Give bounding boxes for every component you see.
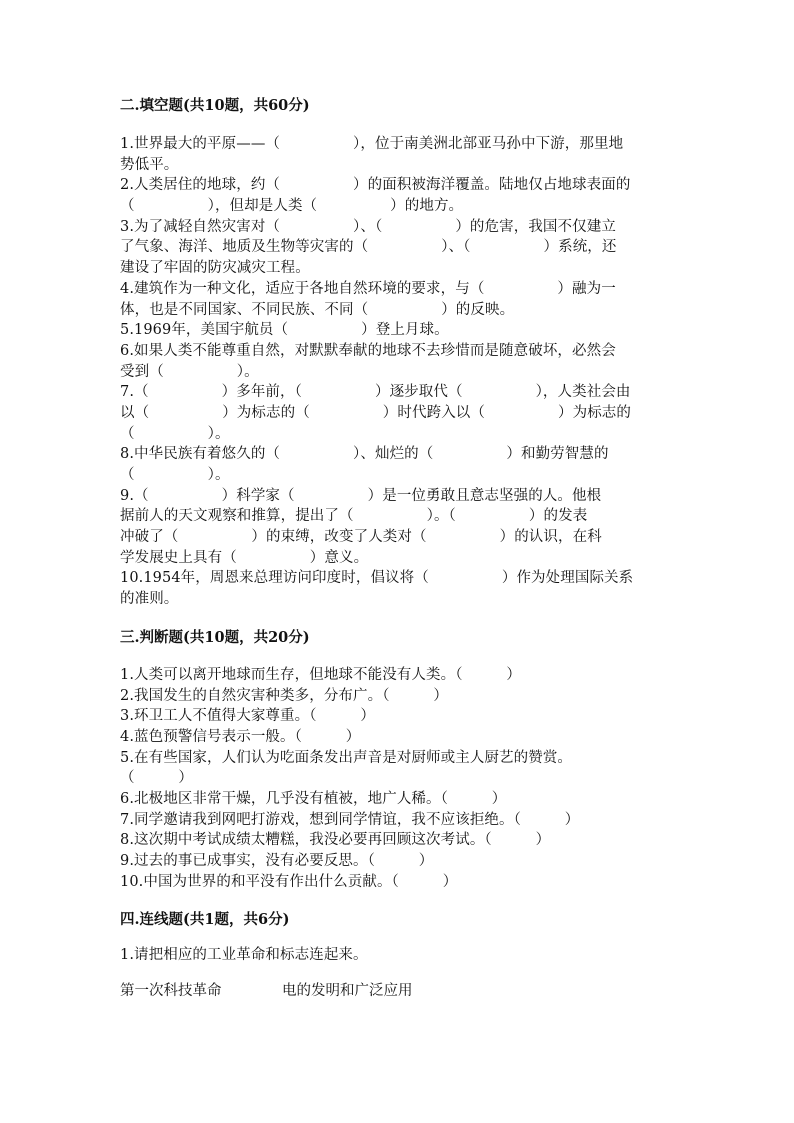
fill-blank-line: 建设了牢固的防灾减灾工程。 bbox=[120, 260, 310, 277]
matching-question: 1.请把相应的工业革命和标志连起来。 bbox=[120, 947, 368, 964]
fill-blank-line: 5.1969年，美国宇航员（ ）登上月球。 bbox=[120, 322, 449, 339]
section-heading-fill-blank: 二.填空题(共10题，共60分) bbox=[120, 97, 310, 114]
fill-blank-line: 7.（ ）多年前，（ ）逐步取代（ ），人类社会由 bbox=[120, 384, 631, 401]
true-false-line: 1.人类可以离开地球而生存，但地球不能没有人类。（ ） bbox=[120, 666, 521, 683]
fill-blank-line: （ ）。 bbox=[120, 467, 230, 483]
true-false-line: 10.中国为世界的和平没有作出什么贡献。（ ） bbox=[120, 873, 458, 890]
fill-blank-line: 8.中华民族有着悠久的（ ）、灿烂的（ ）和勤劳智慧的 bbox=[120, 446, 609, 463]
fill-blank-line: 受到（ ）。 bbox=[120, 363, 259, 380]
fill-blank-line: 4.建筑作为一种文化，适应于各地自然环境的要求，与（ ）融为一 bbox=[120, 280, 616, 297]
fill-blank-line: 据前人的天文观察和推算，提出了（ ）。（ ）的发表 bbox=[120, 508, 588, 525]
true-false-line: 2.我国发生的自然灾害种类多，分布广。（ ） bbox=[120, 687, 448, 704]
matching-right-item: 电的发明和广泛应用 bbox=[282, 983, 413, 1000]
section-heading-true-false: 三.判断题(共10题，共20分) bbox=[120, 628, 310, 646]
fill-blank-line: 学发展史上具有（ ）意义。 bbox=[120, 549, 369, 566]
true-false-line: 4.蓝色预警信号表示一般。（ ） bbox=[120, 728, 361, 745]
fill-blank-line: 6.如果人类不能尊重自然，对默默奉献的地球不去珍惜而是随意破坏，必然会 bbox=[120, 342, 616, 359]
fill-blank-line: 10.1954年，周恩来总理访问印度时，倡议将（ ）作为处理国际关系 bbox=[120, 570, 634, 587]
fill-blank-line: 3.为了减轻自然灾害对（ ）、（ ）的危害，我国不仅建立 bbox=[120, 218, 616, 235]
fill-blank-line: 9.（ ）科学家（ ）是一位勇敢且意志坚强的人。他根 bbox=[120, 487, 602, 504]
true-false-line: 9.过去的事已成事实，没有必要反思。（ ） bbox=[120, 853, 434, 869]
matching-left-item: 第一次科技革命 bbox=[120, 983, 222, 1000]
fill-blank-line: 2.人类居住的地球，约（ ）的面积被海洋覆盖。陆地仅占地球表面的 bbox=[120, 177, 631, 194]
fill-blank-line: 以（ ）为标志的（ ）时代跨入以（ ）为标志的 bbox=[120, 404, 631, 421]
fill-blank-line: 的准则。 bbox=[120, 591, 179, 608]
fill-blank-line: 冲破了（ ）的束缚，改变了人类对（ ）的认识，在科 bbox=[120, 529, 602, 546]
fill-blank-line: （ ）。 bbox=[120, 425, 230, 442]
true-false-questions bbox=[120, 665, 680, 893]
fill-blank-line: 了气象、海洋、地质及生物等灾害的（ ）、（ ）系统，还 bbox=[120, 239, 617, 256]
section-heading-matching: 四.连线题(共1题，共6分) bbox=[120, 911, 290, 929]
true-false-line: 3.环卫工人不值得大家尊重。（ ） bbox=[120, 708, 375, 725]
true-false-line: （ ） bbox=[120, 770, 193, 787]
matching-row bbox=[120, 981, 680, 1002]
fill-blank-line: 体，也是不同国家、不同民族、不同（ ）的反映。 bbox=[120, 301, 515, 318]
fill-blank-line: 势低平。 bbox=[120, 156, 179, 173]
fill-blank-line: 1.世界最大的平原——（ ），位于南美洲北部亚马孙中下游，那里地 bbox=[120, 136, 624, 152]
true-false-line: 5.在有些国家，人们认为吃面条发出声音是对厨师或主人厨艺的赞赏。 bbox=[120, 749, 573, 766]
fill-blank-questions bbox=[120, 134, 680, 610]
true-false-line: 7.同学邀请我到网吧打游戏，想到同学情谊，我不应该拒绝。（ ） bbox=[120, 811, 580, 828]
fill-blank-line: （ ），但却是人类（ ）的地方。 bbox=[120, 198, 464, 215]
true-false-line: 6.北极地区非常干燥，几乎没有植被，地广人稀。（ ） bbox=[120, 790, 507, 807]
worksheet-content bbox=[120, 95, 680, 1002]
true-false-line: 8.这次期中考试成绩太糟糕，我没必要再回顾这次考试。（ ） bbox=[120, 832, 551, 849]
